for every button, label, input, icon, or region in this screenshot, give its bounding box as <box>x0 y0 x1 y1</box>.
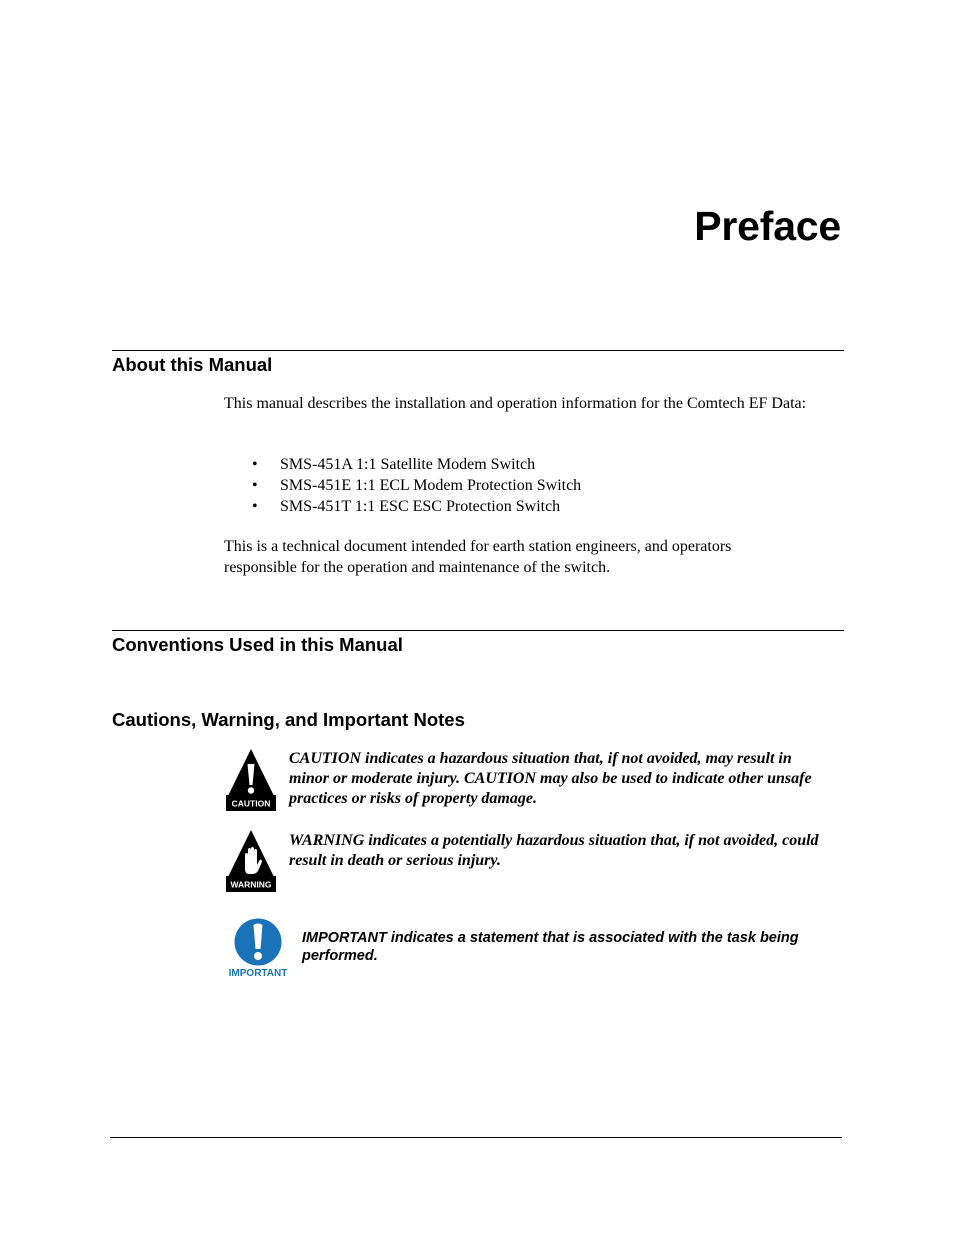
list-item <box>251 454 581 475</box>
important-note-text: IMPORTANT indicates a statement that is associated with the task being performed. <box>302 930 799 964</box>
list-item <box>251 475 581 496</box>
about-heading: About this Manual <box>112 354 273 375</box>
list-item-text: SMS-451A 1:1 Satellite Modem Switch <box>280 456 536 473</box>
bullet-marker: • <box>252 456 258 473</box>
warning-icon-label: WARNING <box>230 879 272 890</box>
section-divider-conventions <box>112 630 844 631</box>
important-icon-label: IMPORTANT <box>228 968 288 979</box>
product-list <box>251 454 581 517</box>
caution-triangle-exclamation-icon <box>225 748 277 812</box>
page-title: Preface <box>694 203 841 249</box>
footer-divider <box>110 1137 842 1138</box>
caution-note-text: CAUTION indicates a hazardous situation that, if not avoided, may result in minor or moderate injury. CAUTION may also be used to indicate other unsafe practices or risks of property damage. <box>289 750 812 807</box>
notes-heading: Cautions, Warning, and Important Notes <box>112 709 465 730</box>
important-circle-exclamation-icon <box>224 917 292 981</box>
list-item-text: SMS-451E 1:1 ECL Modem Protection Switch <box>280 477 582 494</box>
conventions-heading: Conventions Used in this Manual <box>112 634 403 655</box>
section-divider-about <box>112 350 844 351</box>
list-item-text: SMS-451T 1:1 ESC ESC Protection Switch <box>280 498 561 515</box>
audience-paragraph: This is a technical document intended for earth station engineers, and operators responsible for the operation and maintenance of the switch. <box>224 538 732 576</box>
warning-triangle-hand-icon <box>225 829 277 893</box>
caution-icon-label: CAUTION <box>231 798 271 809</box>
bullet-marker: • <box>252 477 258 494</box>
bullet-marker: • <box>252 498 258 515</box>
warning-note-text: WARNING indicates a potentially hazardous situation that, if not avoided, could result in death or serious injury. <box>289 832 819 869</box>
list-item <box>251 496 581 517</box>
about-intro-paragraph: This manual describes the installation and operation information for the Comtech EF Data: <box>224 395 807 412</box>
